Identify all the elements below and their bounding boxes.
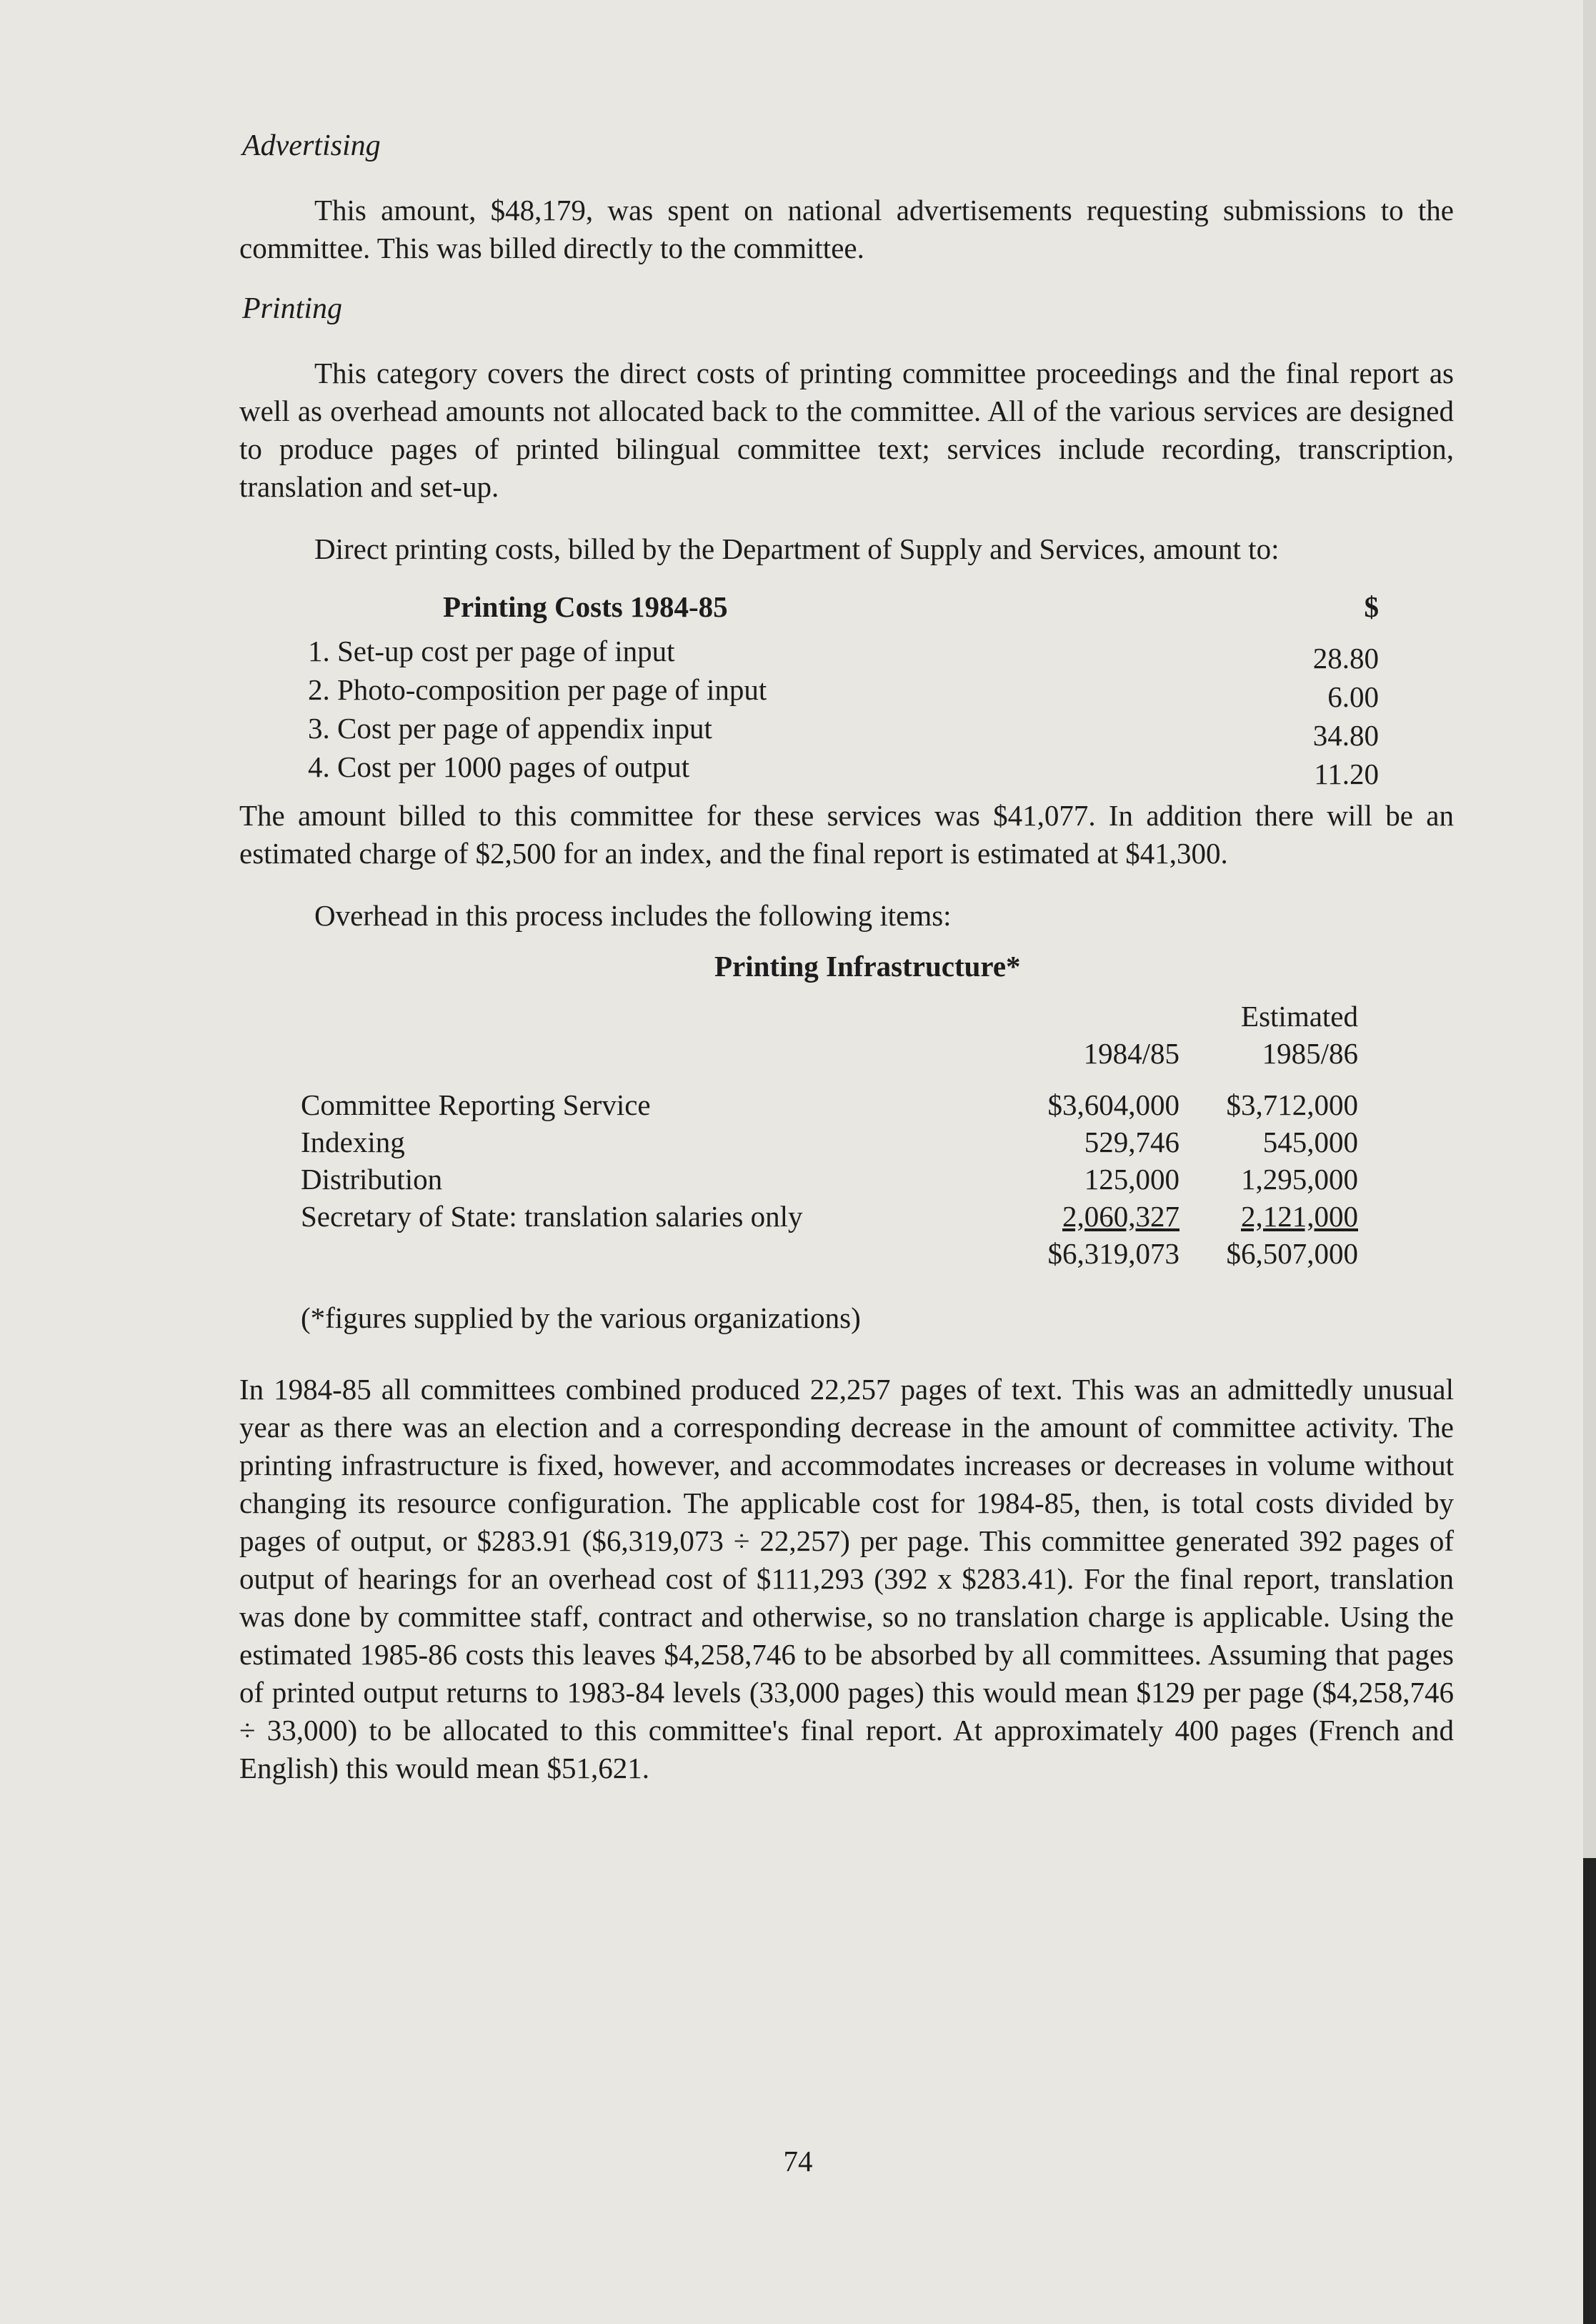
- infrastructure-table: [301, 998, 1358, 1272]
- row-value-1984: 529,746: [1084, 1126, 1179, 1158]
- cost-item-label: 2. Photo-composition per page of input: [308, 673, 767, 706]
- cost-item-value: 34.80: [1312, 719, 1379, 752]
- row-label: Indexing: [301, 1126, 405, 1158]
- printing-costs-table: [239, 590, 1454, 797]
- page-edge-dark: [1583, 1858, 1596, 2324]
- currency-header: $: [1364, 590, 1379, 623]
- total-1984: $6,319,073: [1047, 1237, 1179, 1270]
- row-value-1985: $3,712,000: [1226, 1088, 1358, 1121]
- infrastructure-title: Printing Infrastructure*: [714, 950, 1021, 983]
- table-row: [301, 1123, 1358, 1161]
- printing-heading: Printing: [242, 292, 343, 325]
- row-value-1985: 545,000: [1262, 1126, 1358, 1158]
- row-value-1984: $3,604,000: [1047, 1088, 1179, 1121]
- billed-paragraph: The amount billed to this committee for these services was $41,077. In addition there will be an estimated charge of $2,500 for an index, and the final report is estimated at $41,300.: [239, 799, 1454, 870]
- table-row: [301, 1086, 1358, 1123]
- page-content: [239, 129, 1454, 1787]
- table-header-row: [301, 998, 1358, 1035]
- table-row: [301, 1198, 1358, 1235]
- figures-note: (*figures supplied by the various organizations): [301, 1301, 861, 1334]
- advertising-heading: Advertising: [242, 129, 381, 162]
- estimated-label: Estimated: [1241, 1000, 1358, 1033]
- total-1985: $6,507,000: [1226, 1237, 1358, 1270]
- row-value-1985: 1,295,000: [1241, 1163, 1358, 1196]
- page-number: 74: [783, 2145, 813, 2177]
- table-row: [301, 1161, 1358, 1198]
- cost-item-value: 6.00: [1327, 680, 1379, 713]
- final-paragraph: In 1984-85 all committees combined produced 22,257 pages of text. This was an admittedly unusual year as there was an election and a corresponding decrease in the amount of committee activity. The printing infrastructure is fixed, however, and accommodates increases or decreases in volume without changing its resource configuration. The applicable cost for 1984-85, then, is total costs divided by pages of output, or $283.91 ($6,319,073 ÷ 22,257) per page. This committee generated 392 pages of output of hearings for an overhead cost of $111,293 (392 x $283.41). For the final report, translation was done by committee staff, contract and otherwise, so no translation charge is applicable. Using the estimated 1985-86 costs this leaves $4,258,746 to be absorbed by all committees. Assuming that pages of printed output returns to 1983-84 levels (33,000 pages) this would mean $129 per page ($4,258,746 ÷ 33,000) to be allocated to this committee's final report. At approximately 400 pages (French and English) this would mean $51,621.: [239, 1373, 1454, 1784]
- overhead-paragraph: Overhead in this process includes the following items:: [314, 899, 952, 932]
- column-header-1984: 1984/85: [1083, 1037, 1179, 1070]
- cost-item-value: 28.80: [1312, 642, 1379, 675]
- cost-item-label: 1. Set-up cost per page of input: [308, 635, 675, 667]
- row-value-1984: 125,000: [1084, 1163, 1179, 1196]
- cost-item-label: 4. Cost per 1000 pages of output: [308, 750, 690, 783]
- row-label: Committee Reporting Service: [301, 1088, 651, 1121]
- cost-item-value: 11.20: [1314, 758, 1379, 790]
- cost-item-label: 3. Cost per page of appendix input: [308, 712, 712, 745]
- row-label: Distribution: [301, 1163, 443, 1196]
- row-value-1985: 2,121,000: [1241, 1200, 1358, 1233]
- row-label: Secretary of State: translation salaries only: [301, 1200, 803, 1233]
- total-row: [301, 1235, 1358, 1272]
- row-value-1984: 2,060,327: [1062, 1200, 1179, 1233]
- printing-paragraph: This category covers the direct costs of printing committee proceedings and the final report as well as overhead amounts not allocated back to the committee. All of the various services are designed to produce pages of printed bilingual committee text; services include recording, transcription, translation and set-up.: [239, 357, 1454, 503]
- advertising-paragraph: This amount, $48,179, was spent on national advertisements requesting submissions to the committee. This was billed directly to the committee.: [239, 194, 1454, 264]
- direct-costs-paragraph: Direct printing costs, billed by the Department of Supply and Services, amount to:: [314, 532, 1280, 565]
- printing-costs-title: Printing Costs 1984-85: [443, 590, 728, 623]
- table-header-row: [301, 1035, 1358, 1072]
- column-header-1985: 1985/86: [1262, 1037, 1358, 1070]
